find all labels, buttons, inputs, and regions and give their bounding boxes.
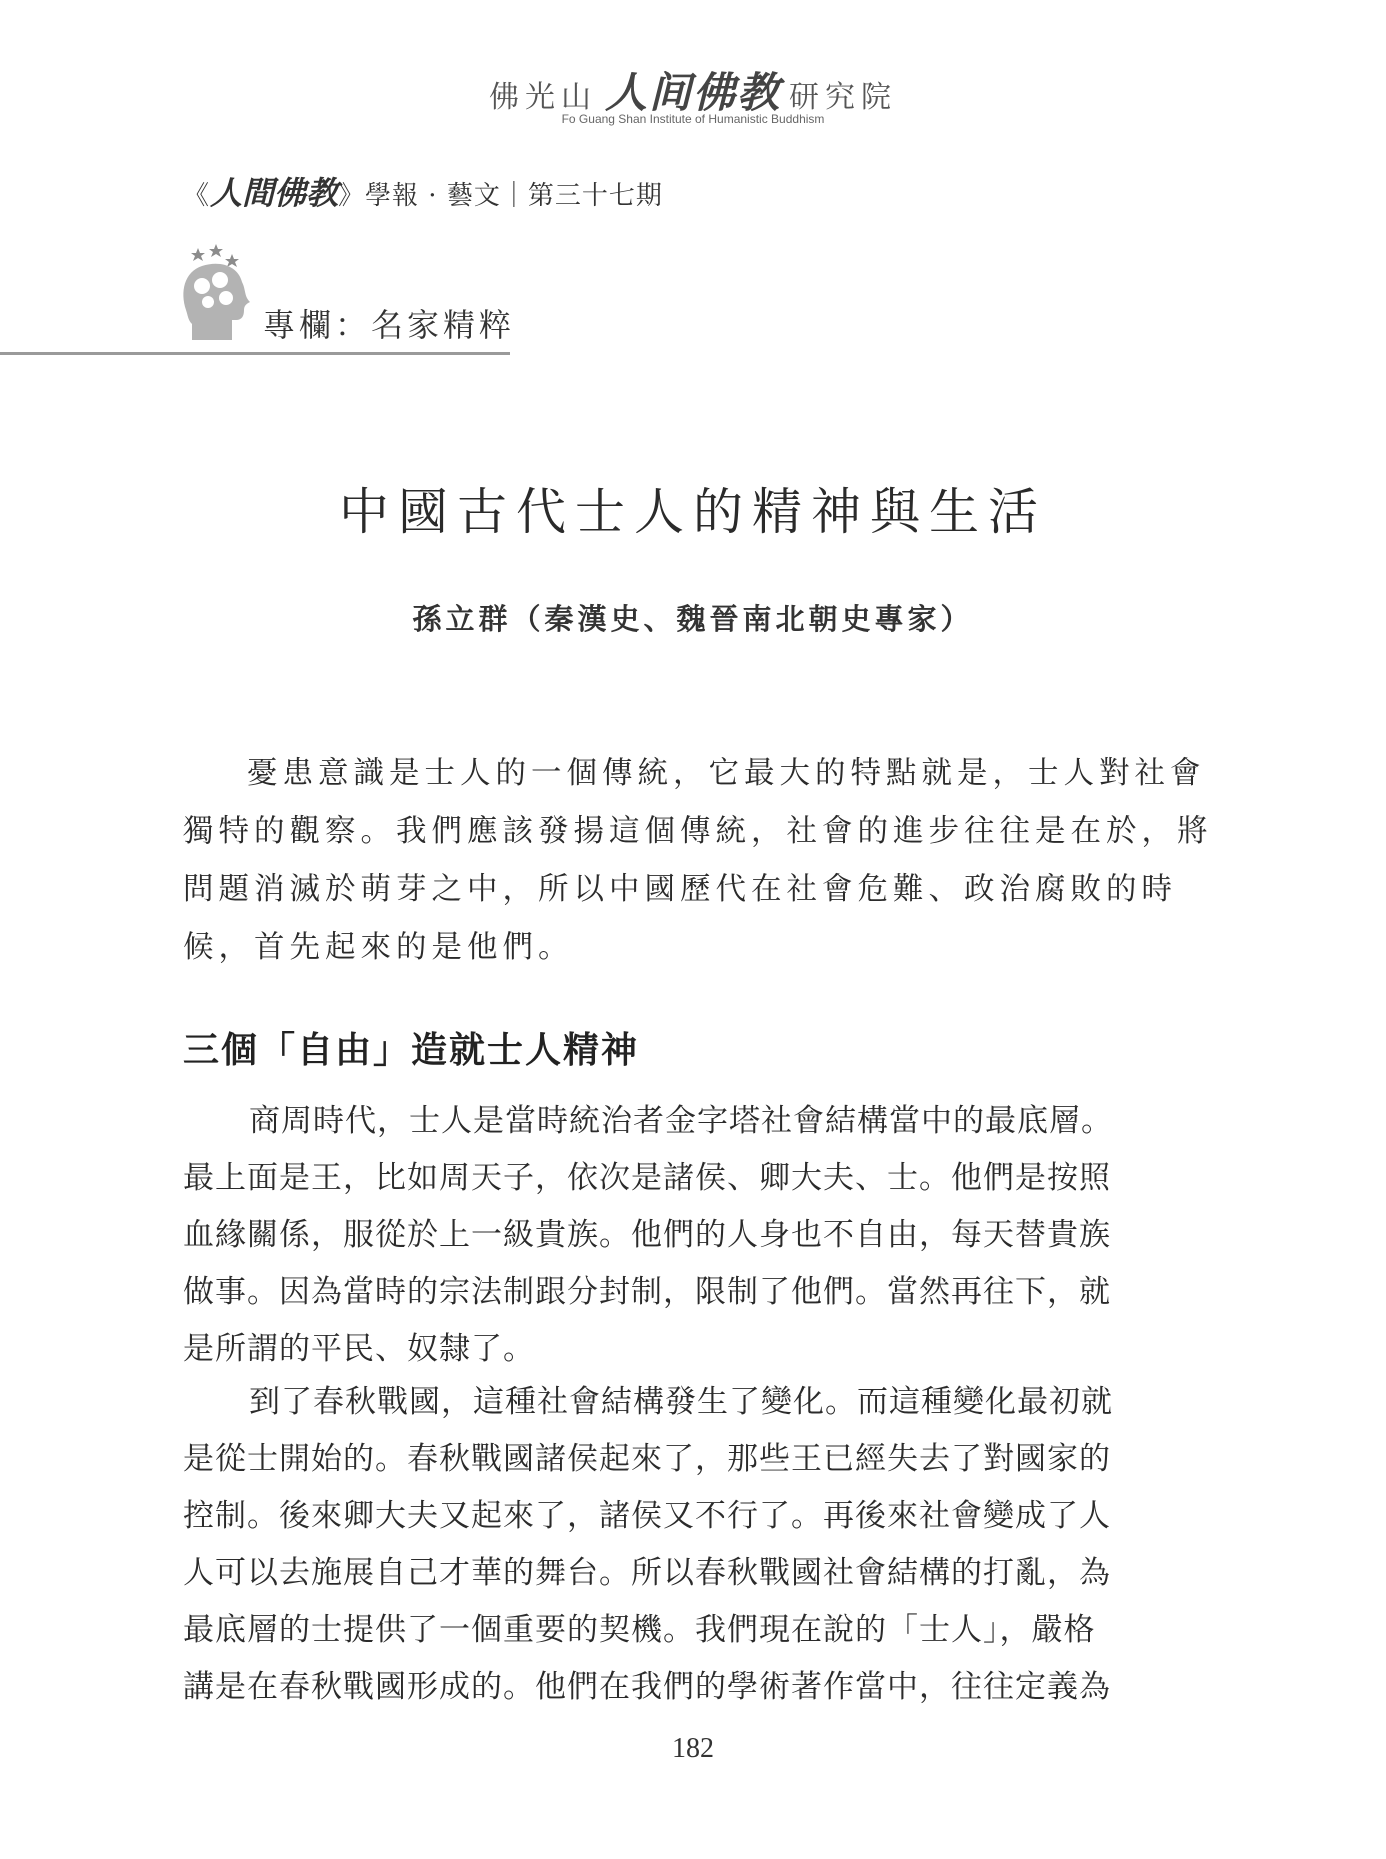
institute-brand: 人间佛教: [604, 68, 781, 117]
text-line: 候，首先起來的是他們。: [183, 930, 574, 965]
institute-header: [0, 60, 1386, 120]
section-heading: 三個「自由」造就士人精神: [183, 1030, 640, 1071]
text-line: 人可以去施展自己才華的舞台。所以春秋戰國社會結構的打亂，為: [183, 1555, 1111, 1591]
article-author: 孫立群（秦漢史、魏晉南北朝史專家）: [412, 602, 974, 636]
institute-suffix: 研究院: [789, 80, 897, 115]
text-line: 講是在春秋戰國形成的。他們在我們的學術著作當中，往往定義為: [183, 1669, 1111, 1705]
intro-paragraph: [183, 745, 1213, 977]
text-line: 是從士開始的。春秋戰國諸侯起來了，那些王已經失去了對國家的: [183, 1441, 1111, 1477]
text-line: 最上面是王，比如周天子，依次是諸侯、卿大夫、士。他們是按照: [183, 1160, 1111, 1196]
head-icon: [176, 240, 276, 350]
text-line: 到了春秋戰國，這種社會結構發生了變化。而這種變化最初就: [249, 1384, 1113, 1420]
journal-title: 人間佛教: [210, 174, 339, 212]
text-line: 做事。因為當時的宗法制跟分封制，限制了他們。當然再往下，就: [183, 1274, 1111, 1310]
article-title: 中國古代士人的精神與生活: [339, 483, 1047, 541]
text-line: 血緣關係，服從於上一級貴族。他們的人身也不自由，每天替貴族: [183, 1217, 1111, 1253]
text-line: 最底層的士提供了一個重要的契機。我們現在說的「士人」，嚴格: [183, 1612, 1096, 1648]
column-divider: [0, 352, 510, 355]
journal-issue: 學報 · 藝文｜第三十七期: [365, 181, 663, 211]
text-line: 問題消滅於萌芽之中，所以中國歷代在社會危難、政治腐敗的時: [183, 872, 1177, 907]
journal-open-bracket: 《: [183, 181, 211, 211]
body-paragraph-2: [183, 1374, 1178, 1716]
page-number: 182: [672, 1733, 714, 1764]
institute-prefix: 佛光山: [488, 80, 597, 115]
body-paragraph-1: [183, 1093, 1178, 1378]
text-line: 商周時代，士人是當時統治者金字塔社會結構當中的最底層。: [249, 1103, 1113, 1139]
column-label: 專欄：名家精粹: [263, 306, 516, 344]
journal-header: [183, 168, 663, 214]
text-line: 控制。後來卿大夫又起來了，諸侯又不行了。再後來社會變成了人: [183, 1498, 1111, 1534]
journal-close-bracket: 》: [338, 181, 366, 211]
text-line: 是所謂的平民、奴隸了。: [183, 1331, 535, 1367]
text-line: 憂患意識是士人的一個傳統，它最大的特點就是，士人對社會: [247, 756, 1206, 791]
text-line: 獨特的觀察。我們應該發揚這個傳統，社會的進步往往是在於，將: [183, 814, 1213, 849]
institute-english-name: Fo Guang Shan Institute of Humanistic Buddhism: [561, 112, 825, 126]
